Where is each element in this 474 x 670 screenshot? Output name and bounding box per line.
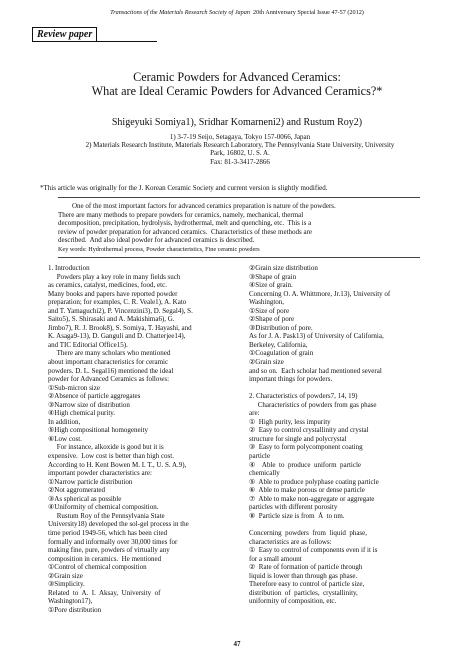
text-line: distribution of particles, crystallinity,: [249, 588, 358, 597]
text-line: University18) developed the sol-gel process in the: [48, 520, 189, 529]
keywords: Key words: Hydrothermal process, Powder characteristics, Fine ceramic powders: [58, 245, 260, 253]
affiliation-line: 1) 3-7-19 Seijo, Setagaya, Tokyo 157-0066, Japan: [169, 133, 311, 141]
text-line: ①Size of pore: [249, 306, 290, 315]
text-line: powders. D. L. Segal16) mentioned the ideal: [48, 366, 174, 375]
text-line: uniformity of composition, etc.: [249, 597, 337, 606]
text-line: expensive. Low cost is better than high cost.: [48, 452, 174, 461]
text-line: Jimbo7), R. J. Brook8), S. Somiya, T. Hayashi, and: [48, 323, 192, 332]
text-line: composition in ceramics. He mentioned: [48, 554, 162, 563]
review-paper-badge: Review paper: [32, 27, 97, 42]
text-line: preparation; for examples, C. R. Veale1), A. Kato: [48, 298, 187, 307]
text-line: ① High purity, less impurity: [249, 417, 331, 426]
text-line: Powders play a key role in many fields such: [48, 272, 181, 281]
text-line: ④Uniformity of chemical composition.: [48, 503, 159, 512]
text-line: time period 1949-56, which has been cited: [48, 528, 168, 537]
journal-name: Transactions of the Materials Research Society of Japan: [110, 9, 250, 16]
text-line: making fine, pure, powders of virtually any: [48, 546, 170, 555]
text-line: particles with different porosity: [249, 503, 338, 512]
text-line: are:: [249, 409, 260, 418]
text-line: ⑥Low cost.: [48, 434, 82, 443]
text-line: 2. Characteristics of powders7, 14, 19): [249, 392, 358, 401]
text-line: ⑧ Particle size is from Å to nm.: [249, 511, 345, 520]
text-line: ②Shape of pore: [249, 315, 295, 324]
text-line: ②Absence of particle aggregates: [48, 392, 141, 401]
journal-header: [0, 9, 474, 16]
affiliations: [40, 133, 440, 166]
text-line: ①Coagulation of grain: [249, 349, 314, 358]
paper-title: [0, 70, 474, 98]
author-list: Shigeyuki Somiya1), Sridhar Komarneni2) and Rustum Roy2): [111, 117, 363, 128]
text-line: ①Sub-micron size: [48, 383, 100, 392]
text-line: ①Control of chemical composition: [48, 563, 147, 572]
text-line: as ceramics, catalyst, medicines, food, etc.: [48, 281, 167, 290]
text-line: characteristics are as follows:: [249, 537, 332, 546]
abstract-line: decomposition, precipitation, hydrolysis, hydrothermal, melt and quenching, etc. This is a: [58, 219, 312, 228]
title-line-2: What are Ideal Ceramic Powders for Advanced Ceramics?*: [91, 84, 383, 98]
header-rule: [32, 41, 157, 42]
text-line: about important characteristics for ceramic: [48, 358, 169, 367]
abstract-line: There are many methods to prepare powders for ceramics, namely, mechanical, thermal: [58, 210, 304, 219]
text-line: important things for powders.: [249, 375, 333, 384]
text-line: Characteristics of powders from gas phase: [249, 400, 377, 409]
text-line: formally and informally over 30,000 times for: [48, 537, 178, 546]
abstract-body: [58, 202, 420, 245]
abstract-line: described. And also ideal powder for advanced ceramics is described.: [58, 236, 255, 245]
abstract-line: One of the most important factors for advanced ceramics preparation is nature of the powders.: [72, 202, 336, 210]
text-line: ①Pore distribution: [48, 605, 102, 614]
text-line: Many books and papers have reported powder: [48, 289, 178, 298]
abstract-line: review of powder preparation for advanced ceramics. Characteristics of these methods are: [58, 227, 313, 236]
text-line: ② Rate of formation of particle through: [249, 563, 363, 572]
text-line: ⑤ Able to produce polyphase coating particle: [249, 477, 379, 486]
text-line: ⑥ Able to make porous or dense particle: [249, 486, 365, 495]
text-line: ② Easy to control crystallinity and crystal: [249, 426, 369, 435]
text-line: Concerning powders from liquid phase,: [249, 528, 368, 537]
text-line: ⑤High compositional homogeneity: [48, 426, 148, 435]
text-line: As for J. A. Pask13) of University of California,: [249, 332, 384, 341]
abstract: [58, 197, 420, 258]
text-line: powder for Advanced Ceramics as follows:: [48, 375, 170, 384]
text-line: ②Grain size: [249, 358, 284, 367]
text-line: For instance, alkoxide is good but it is: [48, 443, 164, 452]
left-column: [48, 264, 234, 614]
journal-issue: 20th Anniversary Special Issue 47-57 (2012): [253, 9, 364, 16]
title-line-1: Ceramic Powders for Advanced Ceramics:: [133, 70, 341, 84]
text-line: for a small amount: [249, 554, 302, 563]
affiliation-line: Fax: 81-3-3417-2866: [210, 157, 270, 166]
text-line: ③Distribution of pore.: [249, 323, 313, 332]
text-line: [249, 520, 435, 529]
text-line: particle: [249, 452, 270, 461]
text-line: ②Grain size: [48, 571, 83, 580]
text-line: Related to A. I. Aksay, University of: [48, 588, 161, 597]
text-line: Rustum Roy of the Pennsylvania State: [48, 511, 165, 520]
text-line: ①Narrow particle distribution: [48, 477, 133, 486]
affiliation-line: 2) Materials Research Institute, Materials Research Laboratory, The Pennsylvania State University, University: [85, 141, 395, 150]
text-line: Concerning O. A. Whittmore, Jr.13), University of: [249, 289, 391, 298]
affiliation-line: Park, 16802, U. S. A.: [210, 149, 270, 158]
text-line: important powder characteristics are:: [48, 469, 152, 478]
text-line: ① Easy to control of components even if it is: [249, 546, 378, 555]
text-line: ④High chemical purity.: [48, 409, 116, 418]
text-line: ③As spherical as possible: [48, 494, 122, 503]
text-line: 1. Introduction: [48, 264, 90, 272]
text-line: chemically: [249, 469, 280, 478]
text-line: ④ Able to produce uniform particle: [249, 460, 362, 469]
text-line: Saito5), S. Shirasaki and A. Makishima6), G.: [48, 315, 175, 324]
text-line: and TIC Editorial Office15).: [48, 340, 128, 349]
text-line: ②Not aggromerated: [48, 486, 106, 495]
text-line: ③ Easy to form polycomponent coating: [249, 443, 363, 452]
text-line: K. Asaga9-13), D. Ganguli and D. Chatterjee14),: [48, 332, 186, 341]
text-line: ③Shape of grain: [249, 272, 297, 281]
text-line: Washington17),: [48, 597, 93, 606]
text-line: According to H. Kent Bowen M. I. T., U. S. A.9),: [48, 460, 187, 469]
text-line: structure for single and polycrystal: [249, 434, 347, 443]
text-line: [249, 384, 435, 393]
text-line: ⑦ Able to make non-aggregate or aggregate: [249, 494, 375, 503]
text-line: Therefore easy to control of particle size,: [249, 580, 365, 589]
text-line: Berkeley, California,: [249, 340, 308, 349]
text-line: ③Simplicity.: [48, 580, 85, 589]
text-line: and so on. Each scholar had mentioned several: [249, 366, 382, 375]
text-line: and T. Yamaguchi2), P. Vincenzini3), D. Segal4), S.: [48, 306, 193, 315]
text-line: Washington,: [249, 298, 285, 307]
text-line: There are many scholars who mentioned: [48, 349, 171, 358]
text-line: ②Grain size distribution: [249, 264, 318, 272]
text-line: liquid is lower than through gas phase.: [249, 571, 358, 580]
text-line: In addition,: [48, 417, 81, 426]
text-line: ④Size of grain.: [249, 281, 293, 290]
text-line: ③Narrow size of distribution: [48, 400, 130, 409]
right-column: [249, 264, 435, 606]
origin-note: *This article was originally for the J. Korean Ceramic Society and current version is slightly modified.: [40, 184, 328, 192]
page-number: 47: [233, 640, 241, 648]
